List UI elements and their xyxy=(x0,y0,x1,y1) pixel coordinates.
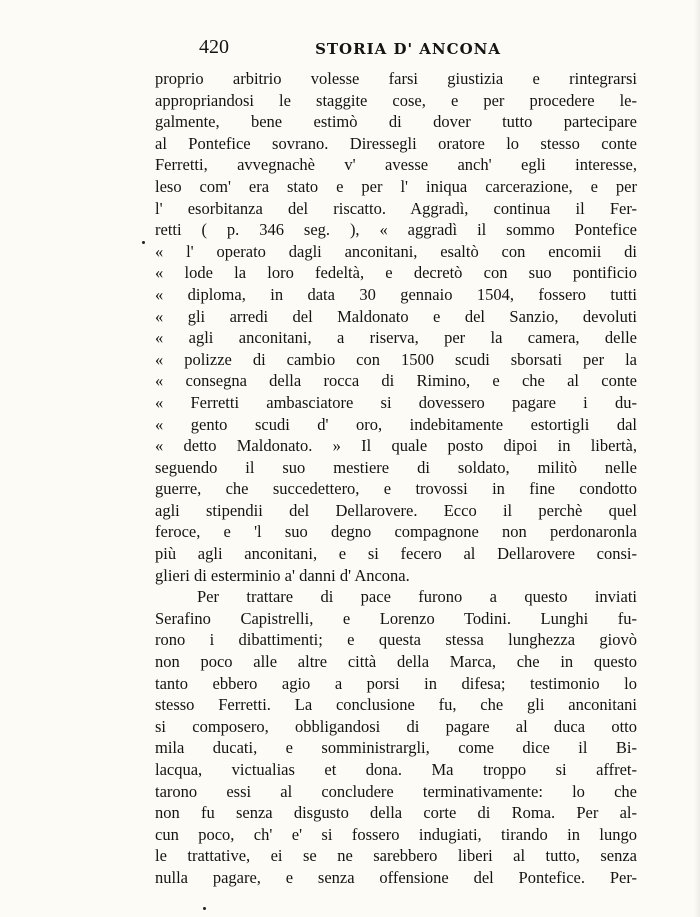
text-line: al Pontefice sovrano. Diressegli oratore lo stesso conte xyxy=(155,133,637,153)
text-line: guerre, che succedettero, e trovossi in fine condotto xyxy=(155,479,637,499)
text-line: si composero, obbligandosi di pagare al duca otto xyxy=(155,716,637,736)
text-line: più agli anconitani, e si fecero al Dellarovere consi- xyxy=(155,544,637,564)
text-line: Per trattare di pace furono a questo inviati xyxy=(197,587,637,607)
text-line: mila ducati, e somministrargli, come dice il Bi- xyxy=(155,738,637,758)
text-line: retti ( p. 346 seg. ), « aggradì il sommo Pontefice xyxy=(155,220,637,240)
text-line: galmente, bene estimò di dover tutto partecipare xyxy=(155,112,637,132)
text-line: « gento scudi d' oro, indebitamente estortigli dal xyxy=(155,414,637,434)
text-line: « consegna della rocca di Rimino, e che al conte xyxy=(155,371,637,391)
text-line: feroce, e 'l suo degno compagnone non perdonaronla xyxy=(155,522,637,542)
text-line: tanto ebbero agio a porsi in difesa; testimonio lo xyxy=(155,673,637,693)
text-line: leso com' era stato e per l' iniqua carcerazione, e per xyxy=(155,176,637,196)
text-line: agli stipendii del Dellarovere. Ecco il perchè quel xyxy=(155,500,637,520)
text-line: non fu senza disgusto della corte di Roma. Per al- xyxy=(155,803,637,823)
text-line: « diploma, in data 30 gennaio 1504, fossero tutti xyxy=(155,284,637,304)
text-line: rono i dibattimenti; e questa stessa lunghezza giovò xyxy=(155,630,637,650)
paragraph-1 xyxy=(155,68,637,586)
paragraph-2 xyxy=(155,586,637,888)
text-line: proprio arbitrio volesse farsi giustizia e rintegrarsi xyxy=(155,69,637,88)
text-line: « Ferretti ambasciatore si dovessero pagare i du- xyxy=(155,392,637,412)
page-edge-shadow xyxy=(694,0,700,917)
text-line: tarono essi al concludere terminativamente: lo che xyxy=(155,781,637,801)
text-line: « polizze di cambio con 1500 scudi sborsati per la xyxy=(155,349,637,369)
text-line: Ferretti, avvegnachè v' avesse anch' egli interesse, xyxy=(155,155,637,175)
text-line: stesso Ferretti. La conclusione fu, che gli anconitani xyxy=(155,695,637,715)
running-head: STORIA D' ANCONA xyxy=(315,40,501,58)
text-line: cun poco, ch' e' si fossero indugiati, tirando in lungo xyxy=(155,824,637,844)
text-line: « agli anconitani, a riserva, per la camera, delle xyxy=(155,328,637,348)
text-line: Serafino Capistrelli, e Lorenzo Todini. Lunghi fu- xyxy=(155,608,637,628)
text-line: lacqua, victualias et dona. Ma troppo si affret- xyxy=(155,760,637,779)
text-line: nulla pagare, e senza offensione del Pontefice. Per- xyxy=(155,867,637,887)
text-line: le trattative, ei se ne sarebbero liberi al tutto, senza xyxy=(155,846,637,866)
text-line: l' esorbitanza del riscatto. Aggradì, continua il Fer- xyxy=(155,198,637,218)
text-line: glieri di esterminio a' danni d' Ancona. xyxy=(155,565,410,585)
text-line: appropriandosi le staggite cose, e per procedere le- xyxy=(155,90,637,110)
text-line: « detto Maldonato. » Il quale posto dipoi in libertà, xyxy=(155,436,637,456)
text-line: seguendo il suo mestiere di soldato, militò nelle xyxy=(155,457,637,477)
ink-speck xyxy=(142,241,145,244)
page-number: 420 xyxy=(199,36,229,58)
body-text xyxy=(155,68,637,889)
text-line: « lode la loro fedeltà, e decretò con suo pontificio xyxy=(155,263,637,283)
ink-speck xyxy=(203,907,206,910)
page-header xyxy=(199,36,501,62)
text-line: « gli arredi del Maldonato e del Sanzio, devoluti xyxy=(155,306,637,326)
text-line: non poco alle altre città della Marca, che in questo xyxy=(155,652,637,672)
text-line: « l' operato dagli anconitani, esaltò con encomii di xyxy=(155,241,637,261)
